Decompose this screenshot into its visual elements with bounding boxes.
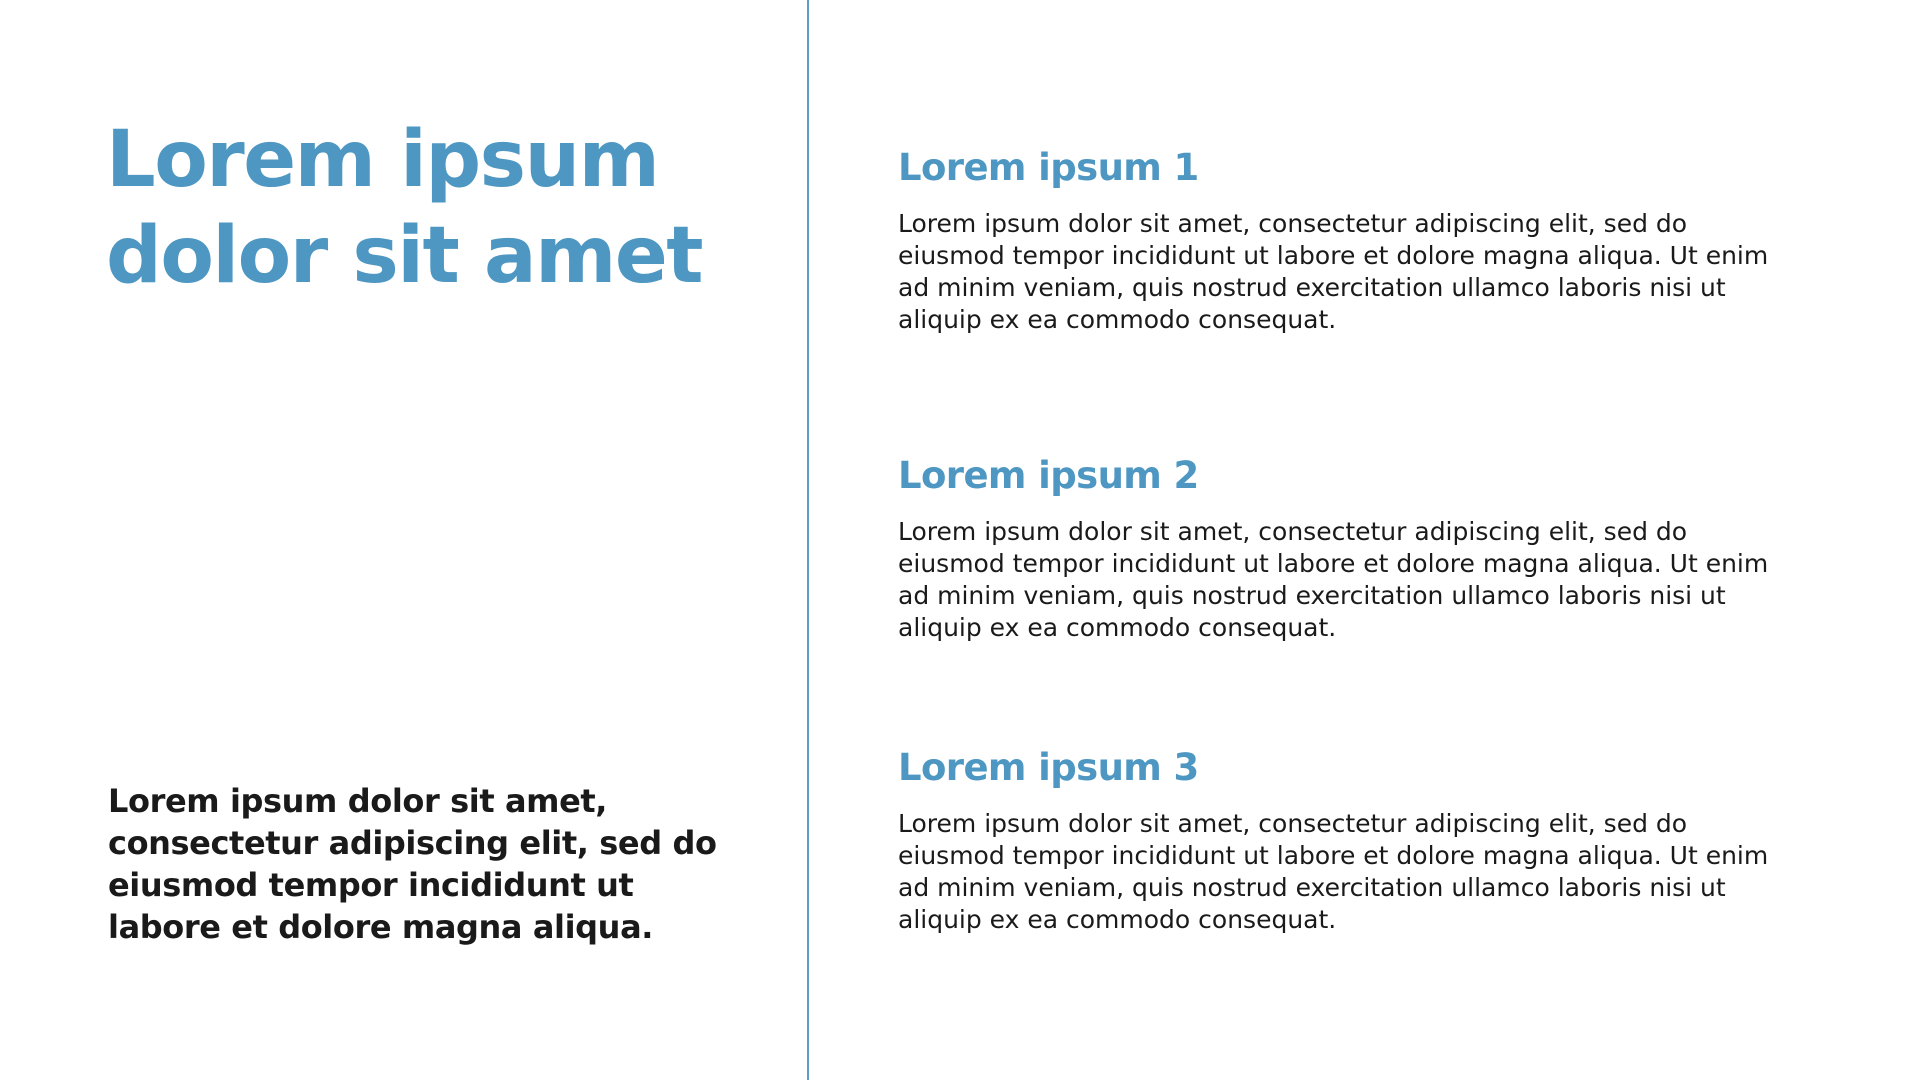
section-heading: Lorem ipsum 2 — [898, 454, 1199, 497]
section-body: Lorem ipsum dolor sit amet, consectetur adipiscing elit, sed do eiusmod tempor incididunt ut labore et dolore magna aliqua. Ut enim ad minim veniam, quis nostrud exercitation ullamco laboris nisi ut aliquip ex ea commodo consequat. — [898, 209, 1769, 334]
slide-title: Lorem ipsum dolor sit amet — [106, 115, 703, 301]
section-body: Lorem ipsum dolor sit amet, consectetur adipiscing elit, sed do eiusmod tempor incididunt ut labore et dolore magna aliqua. Ut enim ad minim veniam, quis nostrud exercitation ullamco laboris nisi ut aliquip ex ea commodo consequat. — [898, 517, 1769, 642]
vertical-divider — [807, 0, 809, 1080]
section-heading: Lorem ipsum 1 — [898, 146, 1199, 189]
summary-text: Lorem ipsum dolor sit amet, consectetur adipiscing elit, sed do eiusmod tempor incididunt ut labore et dolore magna aliqua. — [108, 782, 717, 946]
section-body: Lorem ipsum dolor sit amet, consectetur adipiscing elit, sed do eiusmod tempor incididunt ut labore et dolore magna aliqua. Ut enim ad minim veniam, quis nostrud exercitation ullamco laboris nisi ut aliquip ex ea commodo consequat. — [898, 809, 1769, 934]
section-heading: Lorem ipsum 3 — [898, 746, 1199, 789]
section-3 — [898, 744, 1798, 936]
section-1 — [898, 144, 1798, 336]
section-2 — [898, 452, 1798, 644]
